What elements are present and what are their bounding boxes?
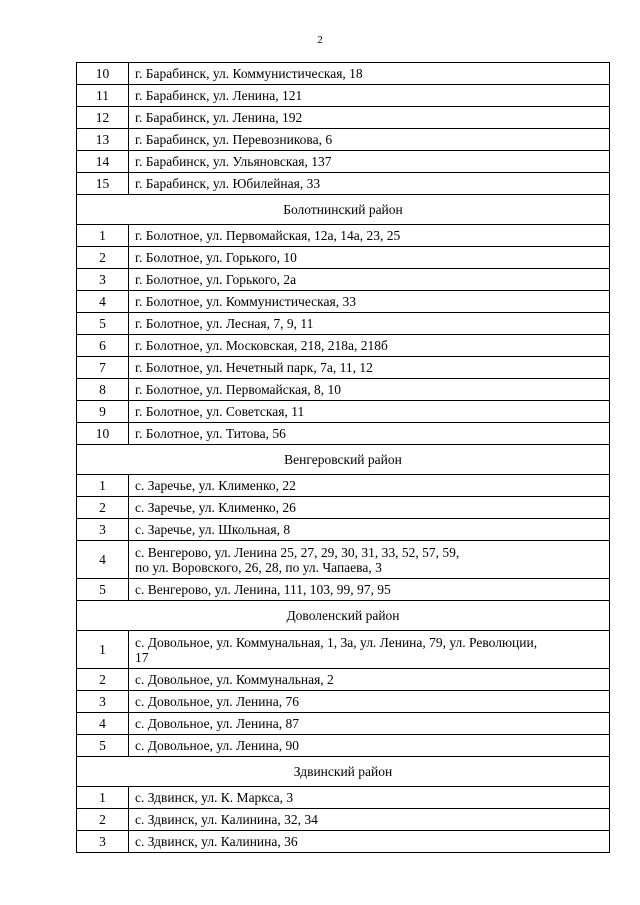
- table-row: [77, 713, 610, 735]
- address-cell: г. Болотное, ул. Первомайская, 8, 10: [129, 379, 610, 401]
- address-cell: г. Болотное, ул. Горького, 10: [129, 247, 610, 269]
- row-number: 2: [77, 809, 129, 831]
- address-line: с. Венгерово, ул. Ленина 25, 27, 29, 30, 31, 33, 52, 57, 59,: [135, 544, 460, 560]
- table-row: [77, 423, 610, 445]
- row-number: 10: [77, 423, 129, 445]
- row-number: 3: [77, 691, 129, 713]
- address-cell: г. Болотное, ул. Горького, 2а: [129, 269, 610, 291]
- table-row: [77, 335, 610, 357]
- table-row: [77, 787, 610, 809]
- address-cell: г. Барабинск, ул. Юбилейная, 33: [129, 173, 610, 195]
- row-number: 14: [77, 151, 129, 173]
- district-name: Болотнинский район: [77, 195, 610, 225]
- address-cell: [129, 631, 610, 669]
- table-row: [77, 151, 610, 173]
- row-number: 10: [77, 63, 129, 85]
- table-row: [77, 379, 610, 401]
- table-row: [77, 831, 610, 853]
- address-cell: с. Заречье, ул. Клименко, 22: [129, 475, 610, 497]
- table-row: [77, 247, 610, 269]
- address-cell: с. Довольное, ул. Ленина, 87: [129, 713, 610, 735]
- table-row: [77, 497, 610, 519]
- address-line: с. Довольное, ул. Коммунальная, 1, 3а, ул. Ленина, 79, ул. Революции,: [135, 634, 538, 650]
- row-number: 3: [77, 831, 129, 853]
- table-row: [77, 225, 610, 247]
- row-number: 1: [77, 225, 129, 247]
- address-cell: г. Болотное, ул. Московская, 218, 218а, 218б: [129, 335, 610, 357]
- table-row: [77, 541, 610, 579]
- row-number: 3: [77, 519, 129, 541]
- table-row: [77, 735, 610, 757]
- table-row: [77, 579, 610, 601]
- address-table-body: [77, 63, 610, 853]
- row-number: 1: [77, 631, 129, 669]
- row-number: 12: [77, 107, 129, 129]
- address-cell: г. Болотное, ул. Коммунистическая, 33: [129, 291, 610, 313]
- table-row: [77, 173, 610, 195]
- address-cell: с. Здвинск, ул. Калинина, 36: [129, 831, 610, 853]
- row-number: 2: [77, 669, 129, 691]
- address-cell: г. Барабинск, ул. Ленина, 121: [129, 85, 610, 107]
- row-number: 13: [77, 129, 129, 151]
- table-row: [77, 809, 610, 831]
- table-row: [77, 107, 610, 129]
- row-number: 5: [77, 313, 129, 335]
- address-cell: с. Заречье, ул. Клименко, 26: [129, 497, 610, 519]
- row-number: 2: [77, 247, 129, 269]
- table-row: [77, 85, 610, 107]
- address-cell: с. Здвинск, ул. Калинина, 32, 34: [129, 809, 610, 831]
- row-number: 4: [77, 713, 129, 735]
- table-row: [77, 269, 610, 291]
- row-number: 3: [77, 269, 129, 291]
- table-row: [77, 475, 610, 497]
- address-cell: г. Болотное, ул. Нечетный парк, 7а, 11, 12: [129, 357, 610, 379]
- address-cell: г. Барабинск, ул. Ленина, 192: [129, 107, 610, 129]
- row-number: 9: [77, 401, 129, 423]
- table-row: [77, 519, 610, 541]
- table-row: [77, 63, 610, 85]
- address-cell: г. Барабинск, ул. Коммунистическая, 18: [129, 63, 610, 85]
- row-number: 1: [77, 475, 129, 497]
- address-cell: с. Довольное, ул. Ленина, 76: [129, 691, 610, 713]
- row-number: 7: [77, 357, 129, 379]
- district-header-row: [77, 757, 610, 787]
- row-number: 4: [77, 291, 129, 313]
- row-number: 5: [77, 579, 129, 601]
- address-cell: г. Барабинск, ул. Перевозникова, 6: [129, 129, 610, 151]
- row-number: 6: [77, 335, 129, 357]
- address-cell: с. Здвинск, ул. К. Маркса, 3: [129, 787, 610, 809]
- table-row: [77, 401, 610, 423]
- table-row: [77, 669, 610, 691]
- address-cell: г. Барабинск, ул. Ульяновская, 137: [129, 151, 610, 173]
- district-header-row: [77, 445, 610, 475]
- table-row: [77, 691, 610, 713]
- district-name: Здвинский район: [77, 757, 610, 787]
- row-number: 11: [77, 85, 129, 107]
- row-number: 8: [77, 379, 129, 401]
- row-number: 4: [77, 541, 129, 579]
- row-number: 1: [77, 787, 129, 809]
- row-number: 2: [77, 497, 129, 519]
- district-name: Венгеровский район: [77, 445, 610, 475]
- table-row: [77, 129, 610, 151]
- district-header-row: [77, 195, 610, 225]
- address-cell: г. Болотное, ул. Первомайская, 12а, 14а, 23, 25: [129, 225, 610, 247]
- table-row: [77, 313, 610, 335]
- table-row: [77, 357, 610, 379]
- table-row: [77, 631, 610, 669]
- row-number: 15: [77, 173, 129, 195]
- address-table: [76, 62, 610, 853]
- address-line: 17: [135, 649, 149, 665]
- address-cell: [129, 541, 610, 579]
- page-number: 2: [317, 34, 323, 46]
- address-cell: г. Болотное, ул. Советская, 11: [129, 401, 610, 423]
- district-header-row: [77, 601, 610, 631]
- address-cell: с. Довольное, ул. Ленина, 90: [129, 735, 610, 757]
- address-cell: с. Заречье, ул. Школьная, 8: [129, 519, 610, 541]
- row-number: 5: [77, 735, 129, 757]
- district-name: Доволенский район: [77, 601, 610, 631]
- address-cell: с. Венгерово, ул. Ленина, 111, 103, 99, 97, 95: [129, 579, 610, 601]
- address-line: по ул. Воровского, 26, 28, по ул. Чапаева, 3: [135, 559, 382, 575]
- address-cell: с. Довольное, ул. Коммунальная, 2: [129, 669, 610, 691]
- address-cell: г. Болотное, ул. Лесная, 7, 9, 11: [129, 313, 610, 335]
- address-cell: г. Болотное, ул. Титова, 56: [129, 423, 610, 445]
- table-row: [77, 291, 610, 313]
